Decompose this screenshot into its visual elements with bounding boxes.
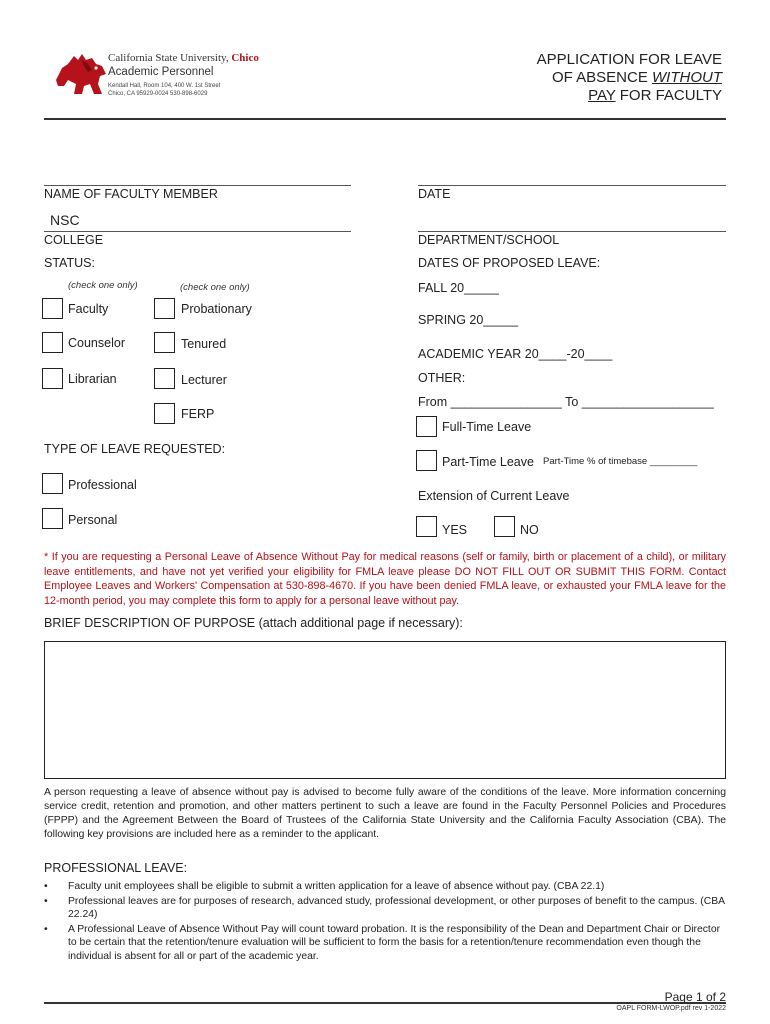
checkbox-faculty[interactable] <box>42 298 63 319</box>
checkbox-tenured[interactable] <box>154 332 175 353</box>
status-hint-1: (check one only) <box>68 280 138 291</box>
name-field[interactable] <box>44 185 351 186</box>
fall-field[interactable]: FALL 20_____ <box>418 281 499 295</box>
header-divider <box>44 118 726 120</box>
checkbox-lecturer[interactable] <box>154 368 175 389</box>
college-label: COLLEGE <box>44 233 104 247</box>
label-no: NO <box>520 523 539 537</box>
checkbox-part-time[interactable] <box>416 450 437 471</box>
other-label: OTHER: <box>418 371 466 385</box>
address: Kendall Hall, Room 104, 400 W. 1st Street Chico, CA 95929-0024 530-898-6029 <box>108 83 221 97</box>
label-counselor: Counselor <box>68 336 125 350</box>
from-to-field[interactable]: From ________________ To ___________________ <box>418 395 714 409</box>
date-field[interactable] <box>418 185 726 186</box>
college-value[interactable]: NSC <box>50 212 80 228</box>
status-hint-2: (check one only) <box>180 282 250 293</box>
checkbox-ferp[interactable] <box>154 403 175 424</box>
checkbox-no[interactable] <box>494 516 515 537</box>
name-label: NAME OF FACULTY MEMBER <box>44 187 218 201</box>
spring-field[interactable]: SPRING 20_____ <box>418 313 519 327</box>
list-item: • Faculty unit employees shall be eligible to submit a written application for a leave of absence without pay. (CBA 22.1) <box>44 880 726 894</box>
college-field[interactable] <box>44 231 351 232</box>
date-label: DATE <box>418 187 451 201</box>
department-label: DEPARTMENT/SCHOOL <box>418 233 560 247</box>
label-librarian: Librarian <box>68 372 117 386</box>
wildcat-logo-icon <box>52 50 108 96</box>
advisory-paragraph: A person requesting a leave of absence without pay is advised to become fully aware of the conditions of the leave. More information concerning service credit, retention and promotion, and other matters pertinent to such a leave are found in the Faculty Personnel Policies and Procedures (FPPP) and the Agreement Between the Board of Trustees of the California State University and the California Faculty Association (CBA). The following key provisions are included here as a reminder to the applicant. <box>44 787 726 840</box>
form-title: APPLICATION FOR LEAVE OF ABSENCE WITHOUT PAY FOR FACULTY <box>536 51 722 104</box>
form-id: OAPL FORM-LWOP.pdf rev 1-2022 <box>616 1005 726 1012</box>
department-name: Academic Personnel <box>108 66 214 78</box>
checkbox-professional[interactable] <box>42 473 63 494</box>
checkbox-librarian[interactable] <box>42 368 63 389</box>
label-personal: Personal <box>68 513 118 527</box>
checkbox-counselor[interactable] <box>42 332 63 353</box>
label-full-time: Full-Time Leave <box>442 420 532 434</box>
checkbox-probationary[interactable] <box>154 298 175 319</box>
purpose-label: BRIEF DESCRIPTION OF PURPOSE (attach additional page if necessary): <box>44 616 463 630</box>
label-yes: YES <box>442 523 468 537</box>
academic-year-field[interactable]: ACADEMIC YEAR 20____-20____ <box>418 347 613 361</box>
label-ferp: FERP <box>181 407 215 421</box>
dates-label: DATES OF PROPOSED LEAVE: <box>418 256 601 270</box>
fmla-notice: * If you are requesting a Personal Leave of Absence Without Pay for medical reasons (self or family, birth or placement of a child), or military leave entitlements, and have not yet verified your eligibility for FMLA leave please DO NOT FILL OUT OR SUBMIT THIS FORM. Contact Employee Leaves and Workers' Compensation at 530-898-4670. If you have been denied FMLA leave, or exhausted your FMLA leave for the 12-month period, you may complete this form to apply for a personal leave without pay. <box>44 551 726 607</box>
list-item: • Professional leaves are for purposes of research, advanced study, professional development, or other purposes of benefit to the campus. (CBA 22.24) <box>44 895 726 922</box>
label-part-time: Part-Time Leave <box>442 455 534 469</box>
label-tenured: Tenured <box>181 337 227 351</box>
page-number: Page 1 of 2 <box>664 990 726 1004</box>
label-probationary: Probationary <box>181 302 252 316</box>
purpose-textarea[interactable] <box>44 641 726 779</box>
professional-leave-heading: PROFESSIONAL LEAVE: <box>44 861 188 875</box>
label-lecturer: Lecturer <box>181 373 227 387</box>
footer-divider <box>44 1002 726 1004</box>
checkbox-full-time[interactable] <box>416 416 437 437</box>
professional-leave-list <box>44 880 726 964</box>
status-label: STATUS: <box>44 256 95 270</box>
list-item: • A Professional Leave of Absence Without Pay will count toward probation. It is the responsibility of the Dean and Department Chair or Director to be certain that the retention/tenure evaluation will be sufficient to form the basis for a retention/tenure recommendation even though the individual is absent for all or part of the academic year. <box>44 923 726 964</box>
checkbox-yes[interactable] <box>416 516 437 537</box>
part-time-percent-field[interactable]: Part-Time % of timebase _________ <box>543 456 698 467</box>
label-professional: Professional <box>68 478 137 492</box>
leave-type-label: TYPE OF LEAVE REQUESTED: <box>44 442 226 456</box>
label-faculty: Faculty <box>68 302 109 316</box>
checkbox-personal[interactable] <box>42 508 63 529</box>
department-field[interactable] <box>418 231 726 232</box>
university-name: California State University, Chico <box>108 52 259 64</box>
extension-label: Extension of Current Leave <box>418 489 570 503</box>
